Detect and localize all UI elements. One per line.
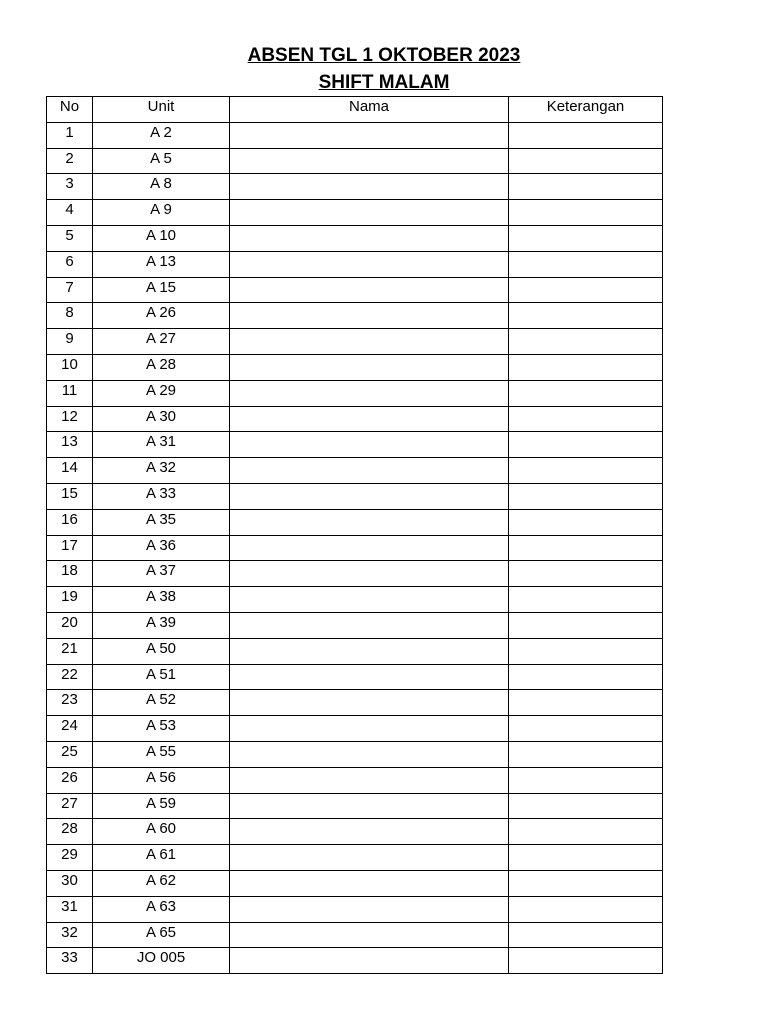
cell-nama[interactable] xyxy=(230,587,509,613)
cell-nama[interactable] xyxy=(230,458,509,484)
cell-unit: A 31 xyxy=(93,432,230,458)
cell-keterangan[interactable] xyxy=(509,251,663,277)
cell-unit: A 59 xyxy=(93,793,230,819)
cell-keterangan[interactable] xyxy=(509,277,663,303)
cell-keterangan[interactable] xyxy=(509,793,663,819)
cell-unit: A 38 xyxy=(93,587,230,613)
attendance-table xyxy=(46,96,663,974)
cell-nama[interactable] xyxy=(230,354,509,380)
table-row xyxy=(47,716,663,742)
cell-no: 29 xyxy=(47,845,93,871)
table-row xyxy=(47,561,663,587)
table-row xyxy=(47,329,663,355)
cell-no: 26 xyxy=(47,767,93,793)
header-row xyxy=(47,97,663,123)
cell-no: 9 xyxy=(47,329,93,355)
cell-no: 7 xyxy=(47,277,93,303)
cell-no: 15 xyxy=(47,483,93,509)
header-no: No xyxy=(47,97,93,123)
cell-nama[interactable] xyxy=(230,664,509,690)
cell-keterangan[interactable] xyxy=(509,432,663,458)
cell-keterangan[interactable] xyxy=(509,174,663,200)
cell-nama[interactable] xyxy=(230,432,509,458)
cell-no: 23 xyxy=(47,690,93,716)
cell-no: 30 xyxy=(47,870,93,896)
cell-keterangan[interactable] xyxy=(509,458,663,484)
cell-unit: A 26 xyxy=(93,303,230,329)
cell-unit: A 5 xyxy=(93,148,230,174)
cell-no: 5 xyxy=(47,225,93,251)
cell-nama[interactable] xyxy=(230,819,509,845)
cell-keterangan[interactable] xyxy=(509,767,663,793)
cell-no: 25 xyxy=(47,741,93,767)
table-row xyxy=(47,200,663,226)
cell-unit: A 32 xyxy=(93,458,230,484)
table-row xyxy=(47,948,663,974)
cell-keterangan[interactable] xyxy=(509,303,663,329)
cell-unit: A 30 xyxy=(93,406,230,432)
cell-unit: A 13 xyxy=(93,251,230,277)
cell-keterangan[interactable] xyxy=(509,612,663,638)
cell-keterangan[interactable] xyxy=(509,922,663,948)
table-row xyxy=(47,767,663,793)
cell-unit: A 27 xyxy=(93,329,230,355)
cell-nama[interactable] xyxy=(230,690,509,716)
table-row xyxy=(47,612,663,638)
cell-unit: A 10 xyxy=(93,225,230,251)
cell-no: 6 xyxy=(47,251,93,277)
cell-keterangan[interactable] xyxy=(509,380,663,406)
cell-no: 27 xyxy=(47,793,93,819)
cell-nama[interactable] xyxy=(230,509,509,535)
header-unit: Unit xyxy=(93,97,230,123)
cell-unit: A 56 xyxy=(93,767,230,793)
cell-unit: A 9 xyxy=(93,200,230,226)
cell-no: 13 xyxy=(47,432,93,458)
table-row xyxy=(47,664,663,690)
cell-keterangan[interactable] xyxy=(509,638,663,664)
cell-keterangan[interactable] xyxy=(509,690,663,716)
cell-nama[interactable] xyxy=(230,767,509,793)
table-row xyxy=(47,122,663,148)
table-row xyxy=(47,174,663,200)
cell-nama[interactable] xyxy=(230,406,509,432)
header-keterangan: Keterangan xyxy=(509,97,663,123)
table-row xyxy=(47,535,663,561)
cell-keterangan[interactable] xyxy=(509,200,663,226)
cell-keterangan[interactable] xyxy=(509,561,663,587)
cell-unit: A 62 xyxy=(93,870,230,896)
table-row xyxy=(47,509,663,535)
cell-keterangan[interactable] xyxy=(509,122,663,148)
cell-nama[interactable] xyxy=(230,845,509,871)
cell-unit: A 63 xyxy=(93,896,230,922)
cell-keterangan[interactable] xyxy=(509,819,663,845)
cell-nama[interactable] xyxy=(230,948,509,974)
cell-no: 3 xyxy=(47,174,93,200)
cell-unit: A 15 xyxy=(93,277,230,303)
cell-nama[interactable] xyxy=(230,535,509,561)
cell-keterangan[interactable] xyxy=(509,587,663,613)
cell-no: 32 xyxy=(47,922,93,948)
cell-nama[interactable] xyxy=(230,174,509,200)
cell-keterangan[interactable] xyxy=(509,225,663,251)
cell-no: 8 xyxy=(47,303,93,329)
cell-keterangan[interactable] xyxy=(509,354,663,380)
cell-no: 11 xyxy=(47,380,93,406)
cell-nama[interactable] xyxy=(230,277,509,303)
cell-no: 19 xyxy=(47,587,93,613)
cell-keterangan[interactable] xyxy=(509,845,663,871)
document-title: ABSEN TGL 1 OKTOBER 2023 xyxy=(247,45,521,66)
cell-no: 33 xyxy=(47,948,93,974)
cell-keterangan[interactable] xyxy=(509,509,663,535)
cell-nama[interactable] xyxy=(230,793,509,819)
table-row xyxy=(47,354,663,380)
table-row xyxy=(47,845,663,871)
table-row xyxy=(47,922,663,948)
table-row xyxy=(47,406,663,432)
cell-nama[interactable] xyxy=(230,638,509,664)
table-row xyxy=(47,638,663,664)
table-row xyxy=(47,251,663,277)
cell-nama[interactable] xyxy=(230,380,509,406)
table-row xyxy=(47,432,663,458)
cell-keterangan[interactable] xyxy=(509,406,663,432)
table-row xyxy=(47,896,663,922)
cell-nama[interactable] xyxy=(230,303,509,329)
cell-unit: A 8 xyxy=(93,174,230,200)
cell-no: 10 xyxy=(47,354,93,380)
cell-keterangan[interactable] xyxy=(509,535,663,561)
cell-no: 24 xyxy=(47,716,93,742)
cell-no: 2 xyxy=(47,148,93,174)
cell-keterangan[interactable] xyxy=(509,741,663,767)
cell-keterangan[interactable] xyxy=(509,148,663,174)
cell-no: 4 xyxy=(47,200,93,226)
table-row xyxy=(47,380,663,406)
cell-keterangan[interactable] xyxy=(509,896,663,922)
cell-nama[interactable] xyxy=(230,329,509,355)
table-row xyxy=(47,148,663,174)
cell-keterangan[interactable] xyxy=(509,948,663,974)
cell-nama[interactable] xyxy=(230,716,509,742)
cell-unit: A 53 xyxy=(93,716,230,742)
cell-no: 18 xyxy=(47,561,93,587)
cell-unit: A 52 xyxy=(93,690,230,716)
table-row xyxy=(47,793,663,819)
cell-keterangan[interactable] xyxy=(509,870,663,896)
cell-keterangan[interactable] xyxy=(509,716,663,742)
cell-unit: A 39 xyxy=(93,612,230,638)
cell-nama[interactable] xyxy=(230,251,509,277)
cell-nama[interactable] xyxy=(230,225,509,251)
cell-unit: A 35 xyxy=(93,509,230,535)
cell-no: 22 xyxy=(47,664,93,690)
cell-keterangan[interactable] xyxy=(509,483,663,509)
cell-keterangan[interactable] xyxy=(509,664,663,690)
cell-no: 20 xyxy=(47,612,93,638)
cell-nama[interactable] xyxy=(230,741,509,767)
table-row xyxy=(47,277,663,303)
cell-nama[interactable] xyxy=(230,148,509,174)
cell-unit: A 37 xyxy=(93,561,230,587)
document-subtitle: SHIFT MALAM xyxy=(318,72,450,93)
cell-nama[interactable] xyxy=(230,200,509,226)
table-row xyxy=(47,483,663,509)
table-row xyxy=(47,225,663,251)
cell-no: 31 xyxy=(47,896,93,922)
table-row xyxy=(47,741,663,767)
cell-no: 21 xyxy=(47,638,93,664)
header-nama: Nama xyxy=(230,97,509,123)
cell-unit: A 55 xyxy=(93,741,230,767)
cell-unit: A 36 xyxy=(93,535,230,561)
cell-no: 14 xyxy=(47,458,93,484)
cell-unit: A 61 xyxy=(93,845,230,871)
cell-unit: A 50 xyxy=(93,638,230,664)
table-row xyxy=(47,819,663,845)
cell-unit: JO 005 xyxy=(93,948,230,974)
table-row xyxy=(47,870,663,896)
cell-no: 17 xyxy=(47,535,93,561)
cell-unit: A 65 xyxy=(93,922,230,948)
cell-no: 28 xyxy=(47,819,93,845)
cell-nama[interactable] xyxy=(230,612,509,638)
cell-unit: A 33 xyxy=(93,483,230,509)
cell-nama[interactable] xyxy=(230,870,509,896)
cell-nama[interactable] xyxy=(230,896,509,922)
table-row xyxy=(47,458,663,484)
table-row xyxy=(47,690,663,716)
cell-no: 16 xyxy=(47,509,93,535)
table-body xyxy=(47,122,663,973)
cell-nama[interactable] xyxy=(230,483,509,509)
cell-unit: A 2 xyxy=(93,122,230,148)
cell-unit: A 28 xyxy=(93,354,230,380)
cell-no: 12 xyxy=(47,406,93,432)
table-row xyxy=(47,587,663,613)
cell-unit: A 60 xyxy=(93,819,230,845)
cell-unit: A 51 xyxy=(93,664,230,690)
cell-nama[interactable] xyxy=(230,922,509,948)
cell-nama[interactable] xyxy=(230,122,509,148)
cell-nama[interactable] xyxy=(230,561,509,587)
cell-unit: A 29 xyxy=(93,380,230,406)
table-row xyxy=(47,303,663,329)
cell-no: 1 xyxy=(47,122,93,148)
cell-keterangan[interactable] xyxy=(509,329,663,355)
